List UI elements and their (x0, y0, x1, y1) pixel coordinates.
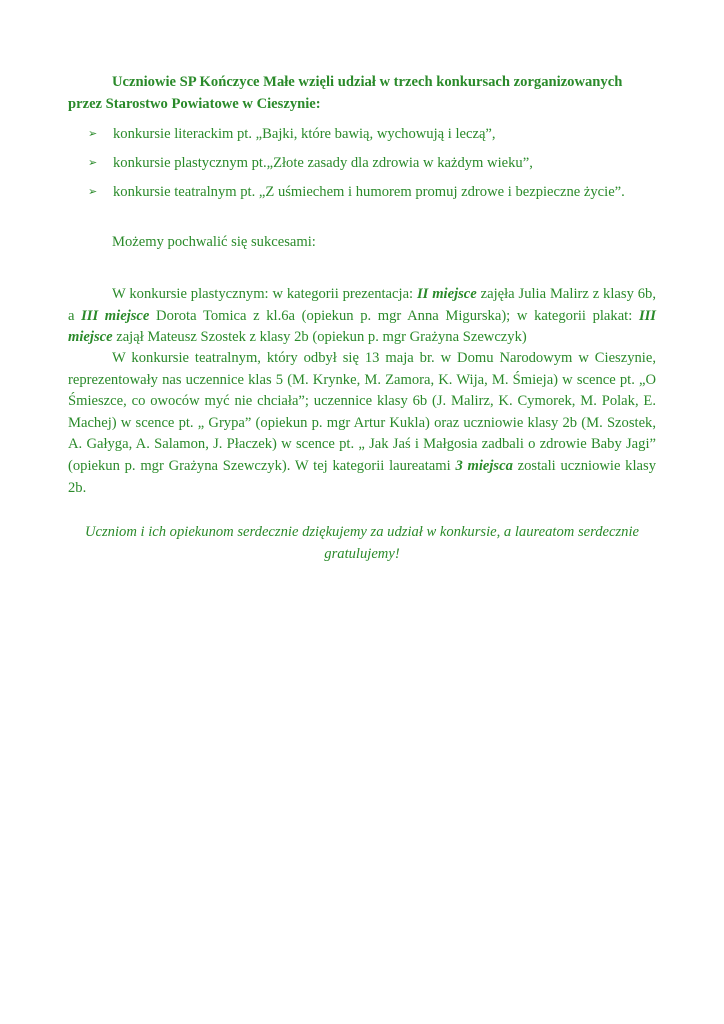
intro-paragraph: Uczniowie SP Kończyce Małe wzięli udział w trzech konkursach zorganizowanych przez Starostwo Powiatowe w Cieszynie: (68, 74, 623, 112)
theatre-text-2: zostali uczniowie klasy 2b. (68, 457, 656, 496)
list-item-text: konkursie teatralnym pt. „Z uśmiechem i humorem promuj zdrowe i bezpieczne życie”. (113, 184, 625, 200)
place-highlight: III miejsce (68, 307, 656, 346)
arrow-bullet-icon: ➢ (88, 186, 98, 198)
list-item-text: konkursie literackim pt. „Bajki, które bawią, wychowują i leczą”, (113, 126, 496, 142)
theatre-contest-paragraph (68, 348, 656, 499)
plastic-text-2: zajęła Julia Malirz z klasy 6b, a (68, 286, 656, 324)
arrow-bullet-icon: ➢ (88, 157, 98, 169)
theatre-text-1: W konkursie teatralnym, który odbył się 13 maja br. w Domu Narodowym w Cieszynie, reprezentowały nas uczennice klas 5 (M. Krynke, M. Zamora, K. Wija, M. Śmieja) w scence pt. „O Śmieszce, co owoców myć nie chciała”; uczennice klasy 6b (J. Malirz, K. Cymorek, M. Polak, E. Machej) w scence pt. „ Grypa” (opiekun p. mgr Artur Kukla) oraz uczniowie klasy 2b (M. Szostek, A. Gałyga, A. Salamon, J. Płaczek) w scence pt. „ Jak Jaś i Małgosia zadbali o zdrowie Baby Jagi” (opiekun p. mgr Grażyna Szewczyk). W tej kategorii laureatami (68, 350, 656, 474)
arrow-bullet-icon: ➢ (88, 128, 98, 140)
plastic-contest-paragraph (68, 284, 656, 349)
place-highlight: 3 miejsca (455, 457, 513, 474)
list-item (88, 124, 668, 153)
list-item-text: konkursie plastycznym pt.„Złote zasady dla zdrowia w każdym wieku”, (113, 155, 533, 171)
plastic-text-4: zajął Mateusz Szostek z klasy 2b (opiekun p. mgr Grażyna Szewczyk) (112, 329, 527, 346)
plastic-text-3: Dorota Tomica z kl.6a (opiekun p. mgr Anna Migurska); w kategorii plakat: (149, 307, 639, 324)
list-item (88, 182, 668, 211)
closing-thanks: Uczniom i ich opiekunom serdecznie dziękujemy za udział w konkursie, a laureatom serdecznie gratulujemy! (84, 524, 640, 562)
praise-line: Możemy pochwalić się sukcesami: (112, 234, 316, 250)
plastic-text-1: W konkursie plastycznym: w kategorii prezentacja: (112, 286, 417, 302)
place-highlight: III miejsce (81, 307, 150, 324)
contest-list (88, 124, 668, 211)
place-highlight: II miejsce (416, 286, 477, 302)
list-item (88, 153, 668, 182)
